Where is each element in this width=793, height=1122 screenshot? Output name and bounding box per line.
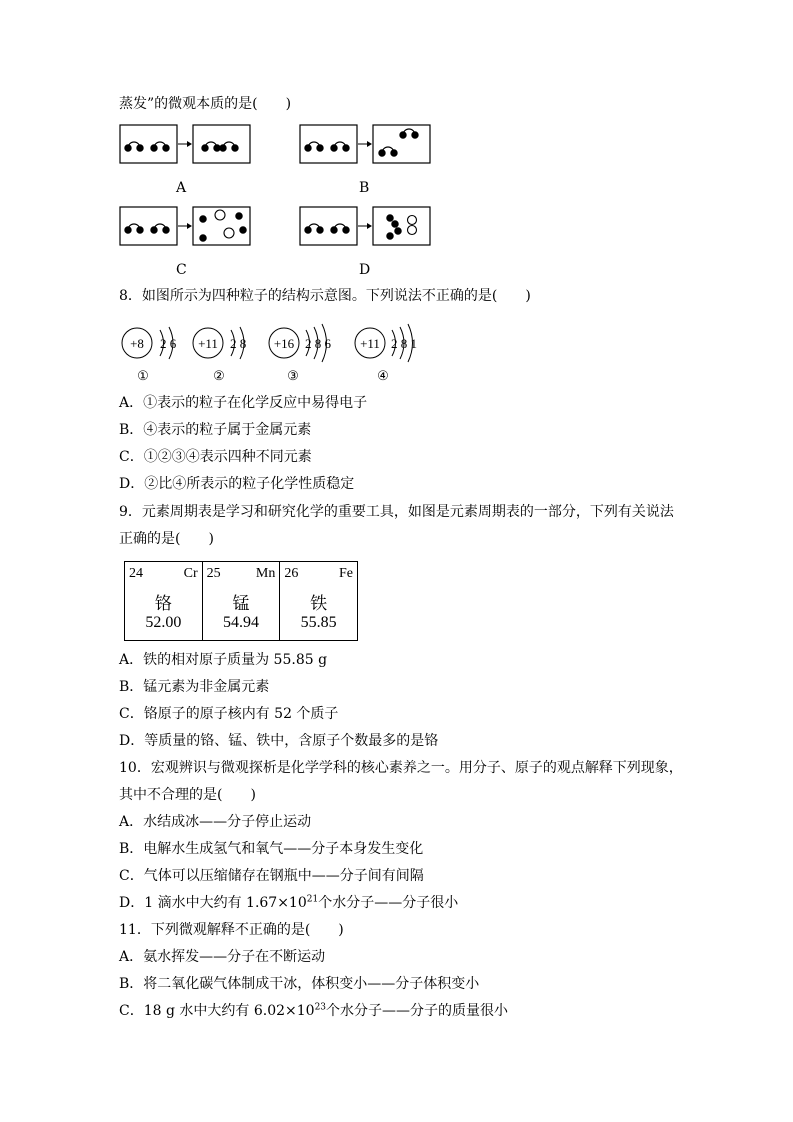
element-number: 24 bbox=[129, 566, 143, 581]
particle-3-shells: 2 8 6 bbox=[305, 336, 331, 351]
q8-option-a: A．①表示的粒子在化学反应中易得电子 bbox=[119, 395, 368, 411]
particle-4-nucleus: +11 bbox=[360, 336, 380, 351]
particle-1-shells: 2 6 bbox=[160, 336, 177, 351]
q9-option-a: A．铁的相对原子质量为 55.85 g bbox=[119, 652, 328, 668]
element-mass: 55.85 bbox=[300, 614, 337, 631]
particle-3-nucleus: +16 bbox=[273, 336, 295, 351]
q9-stem-line1: 9．元素周期表是学习和研究化学的重要工具，如图是元素周期表的一部分，下列有关说法 bbox=[119, 504, 674, 520]
element-cell-cr bbox=[125, 562, 203, 640]
particle-2-nucleus: +11 bbox=[198, 336, 218, 351]
element-number: 25 bbox=[206, 566, 221, 581]
q8-option-d: D．②比④所表示的粒子化学性质稳定 bbox=[119, 476, 355, 492]
q11-stem: 11．下列微观解释不正确的是( ) bbox=[119, 922, 344, 938]
q11-option-c-suffix: 个水分子——分子的质量很小 bbox=[326, 1003, 509, 1019]
element-symbol: Fe bbox=[339, 566, 354, 581]
q10-stem-line2: 其中不合理的是( ) bbox=[119, 787, 256, 803]
q10-option-d-suffix: 个水分子——分子很小 bbox=[318, 895, 459, 911]
element-name: 铁 bbox=[310, 594, 328, 613]
q7-option-d-label: D bbox=[359, 262, 371, 278]
q9-option-d: D．等质量的铬、锰、铁中，含原子个数最多的是铬 bbox=[119, 733, 439, 749]
q11-option-c bbox=[119, 1001, 508, 1021]
q10-option-c: C．气体可以压缩储存在钢瓶中——分子间有间隔 bbox=[119, 868, 424, 884]
particle-3-diagram bbox=[269, 324, 332, 383]
q10-stem-line1: 10．宏观辨识与微观探析是化学学科的核心素养之一。用分子、原子的观点解释下列现象， bbox=[119, 760, 683, 776]
particle-2-shells: 2 8 bbox=[230, 336, 247, 351]
q10-option-d-prefix: D．1 滴水中大约有 1.67×10 bbox=[119, 895, 307, 911]
element-name: 铬 bbox=[154, 594, 172, 613]
q8-stem: 8．如图所示为四种粒子的结构示意图。下列说法不正确的是( ) bbox=[119, 288, 531, 304]
q11-option-c-exponent: 23 bbox=[314, 1002, 327, 1013]
molecule-group bbox=[125, 142, 169, 151]
element-symbol: Cr bbox=[183, 566, 198, 581]
particle-4-index: ④ bbox=[377, 368, 389, 383]
particle-4-shells: 2 8 1 bbox=[391, 336, 417, 351]
particle-1-diagram bbox=[122, 327, 177, 383]
q8-option-b: B．④表示的粒子属于金属元素 bbox=[119, 422, 312, 438]
particle-1-nucleus: +8 bbox=[130, 336, 144, 351]
element-cell-mn bbox=[203, 562, 281, 640]
element-symbol: Mn bbox=[255, 566, 276, 581]
periodic-table-excerpt bbox=[124, 561, 358, 641]
particle-1-index: ① bbox=[137, 368, 149, 383]
q7-option-b-label: B bbox=[359, 180, 370, 196]
q11-option-a: A．氨水挥发——分子在不断运动 bbox=[119, 949, 326, 965]
q7-option-d-diagram bbox=[299, 205, 432, 248]
particle-2-diagram bbox=[193, 327, 246, 383]
particle-4-diagram bbox=[355, 324, 417, 383]
q11-option-c-prefix: C．18 g 水中大约有 6.02×10 bbox=[119, 1003, 315, 1019]
q7-option-b-diagram bbox=[299, 123, 432, 166]
particle-2-index: ② bbox=[213, 368, 225, 383]
element-cell-fe bbox=[280, 562, 357, 640]
q8-particle-diagrams bbox=[117, 314, 427, 386]
q10-option-d bbox=[119, 893, 458, 913]
element-mass: 54.94 bbox=[223, 614, 259, 631]
q10-option-a: A．水结成冰——分子停止运动 bbox=[119, 814, 312, 830]
q10-option-b: B．电解水生成氢气和氧气——分子本身发生变化 bbox=[119, 841, 424, 857]
q7-option-a-diagram bbox=[119, 123, 252, 166]
particle-3-index: ③ bbox=[287, 368, 299, 383]
q7-option-c-label: C bbox=[176, 262, 187, 278]
q7-option-a-label: A bbox=[176, 180, 187, 196]
q9-option-b: B．锰元素为非金属元素 bbox=[119, 679, 270, 695]
q11-option-b: B．将二氧化碳气体制成干冰，体积变小——分子体积变小 bbox=[119, 976, 480, 992]
q8-option-c: C．①②③④表示四种不同元素 bbox=[119, 449, 312, 465]
element-name: 锰 bbox=[232, 594, 250, 613]
q10-option-d-exponent: 21 bbox=[306, 894, 319, 905]
q9-option-c: C．铬原子的原子核内有 52 个质子 bbox=[119, 706, 339, 722]
q7-stem: 蒸发”的微观本质的是( ) bbox=[119, 96, 292, 112]
q9-stem-line2: 正确的是( ) bbox=[119, 531, 214, 547]
q7-option-c-diagram bbox=[119, 205, 252, 248]
element-mass: 52.00 bbox=[145, 614, 182, 631]
element-number: 26 bbox=[284, 566, 299, 581]
